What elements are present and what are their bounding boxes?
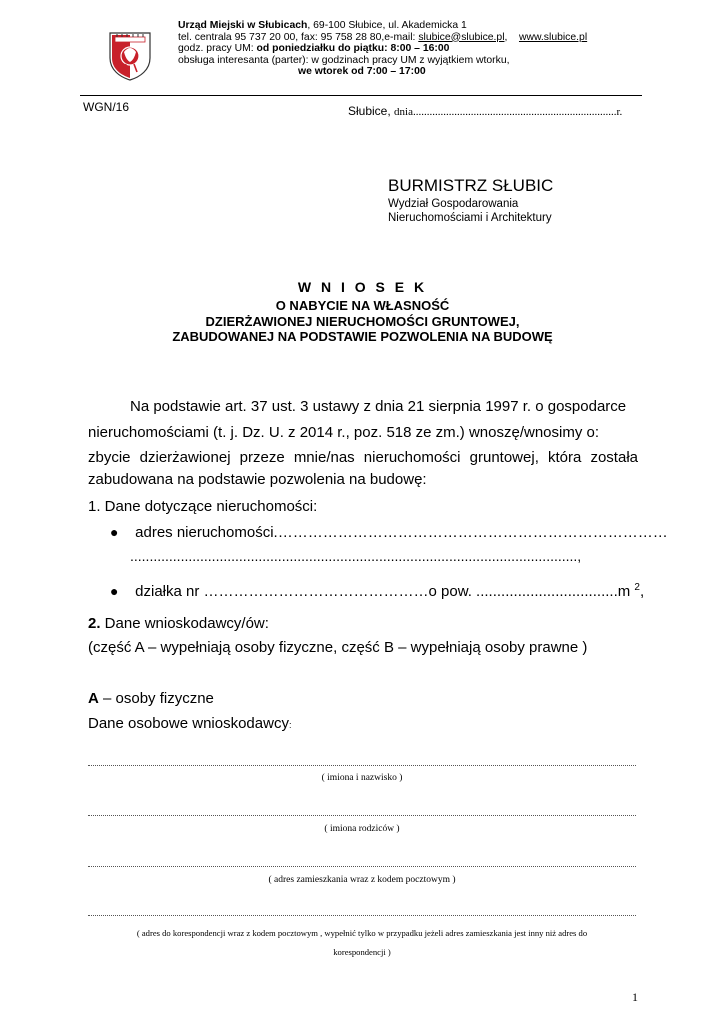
request-line-2: zabudowana na podstawie pozwolenia na budowę: bbox=[88, 471, 427, 488]
date-suffix: r. bbox=[616, 106, 623, 118]
area-unit-sup: 2 bbox=[634, 582, 640, 593]
parents-field[interactable] bbox=[88, 815, 636, 816]
place-date-field[interactable] bbox=[348, 104, 622, 118]
section-1-heading: 1. Dane dotyczące nieruchomości: bbox=[88, 498, 318, 515]
city-label: Słubice, bbox=[348, 104, 395, 118]
tuesday-hours: we wtorek od 7:00 – 17:00 bbox=[298, 66, 426, 77]
bullet-icon: ● bbox=[110, 524, 119, 540]
names-caption: ( imiona i nazwisko ) bbox=[321, 773, 403, 783]
correspondence-caption bbox=[88, 924, 636, 962]
plot-field[interactable] bbox=[110, 582, 644, 600]
subtitle-line-2: DZIERŻAWIONEJ NIERUCHOMOŚCI GRUNTOWEJ, bbox=[205, 313, 520, 329]
address-label: adres nieruchomości bbox=[135, 524, 274, 541]
office-address: , 69-100 Słubice, ul. Akademicka 1 bbox=[307, 20, 467, 31]
intro-line-1: Na podstawie art. 37 ust. 3 ustawy z dnia 21 sierpnia 1997 r. o gospodarce bbox=[130, 398, 627, 415]
addressee-title: BURMISTRZ SŁUBIC bbox=[388, 176, 554, 195]
residence-field[interactable] bbox=[88, 866, 636, 867]
subtitle-line-1: O NABYCIE NA WŁASNOŚĆ bbox=[275, 298, 450, 313]
header-divider bbox=[80, 95, 642, 96]
personal-data-colon: : bbox=[288, 720, 292, 730]
website-link[interactable]: www.slubice.pl bbox=[518, 31, 588, 43]
correspondence-caption-line-1: ( adres do korespondencji wraz z kodem pocztowym , wypełnić tylko w przypadku jeżeli adres zamieszkania jest inny niż adres do bbox=[136, 928, 588, 938]
parents-caption: ( imiona rodziców ) bbox=[324, 824, 400, 834]
plot-label: działka nr ………………………………………o pow. ..................................m bbox=[135, 583, 635, 600]
correspondence-caption-line-2: korespondencji ) bbox=[333, 947, 391, 957]
date-dots: .......................................................................... bbox=[412, 106, 617, 118]
plot-end: , bbox=[639, 583, 645, 600]
section-2-label: Dane wnioskodawcy/ów: bbox=[100, 615, 269, 632]
part-a-letter: A bbox=[88, 690, 99, 707]
dept-line-1: Wydział Gospodarowania bbox=[388, 198, 519, 210]
correspondence-field[interactable] bbox=[88, 915, 636, 916]
office-name: Urząd Miejski w Słubicach bbox=[178, 20, 308, 31]
personal-data-label: Dane osobowe wnioskodawcy bbox=[88, 715, 289, 732]
section-2-number: 2. bbox=[88, 615, 101, 632]
subtitle-line-3: ZABUDOWANEJ NA PODSTAWIE POZWOLENIA NA BUDOWĘ bbox=[172, 329, 553, 344]
hours-value: od poniedziałku do piątku: 8:00 – 16:00 bbox=[256, 43, 450, 54]
document-title: W N I O S E K bbox=[297, 279, 428, 295]
names-field[interactable] bbox=[88, 765, 636, 766]
section-2-heading bbox=[88, 615, 269, 632]
residence-caption: ( adres zamieszkania wraz z kodem pocztowym ) bbox=[268, 875, 456, 885]
page-number: 1 bbox=[632, 990, 638, 1004]
request-line-1: zbycie dzierżawionej przeze mnie/nas nieruchomości gruntowej, która została bbox=[88, 449, 638, 466]
addressee-department bbox=[388, 198, 552, 225]
hours-label: godz. pracy UM: bbox=[178, 43, 257, 54]
email-link[interactable]: slubice@slubice.pl, bbox=[418, 31, 508, 43]
document-code: WGN/16 bbox=[83, 100, 130, 114]
address-field[interactable] bbox=[110, 524, 668, 541]
personal-data-heading bbox=[88, 715, 291, 732]
service-hours: obsługa interesanta (parter): w godzinach pracy UM z wyjątkiem wtorku, bbox=[178, 54, 510, 66]
address-dots-line-2[interactable]: ..................................................................................................................., bbox=[130, 548, 582, 564]
section-2-note: (część A – wypełniają osoby fizyczne, część B – wypełniają osoby prawne ) bbox=[88, 639, 588, 656]
part-a-heading bbox=[88, 690, 214, 707]
dept-line-2: Nieruchomościami i Architektury bbox=[388, 211, 552, 224]
part-a-label: – osoby fizyczne bbox=[98, 690, 214, 707]
bullet-icon: ● bbox=[110, 583, 119, 599]
date-label: dnia bbox=[394, 106, 413, 118]
contact-line: tel. centrala 95 737 20 00, fax: 95 758 28 80,e-mail: bbox=[178, 31, 419, 43]
office-header bbox=[178, 20, 618, 78]
document-subtitle bbox=[0, 298, 725, 345]
coat-of-arms-icon bbox=[107, 30, 153, 82]
address-dots: .…………………………………………………………………… bbox=[273, 524, 668, 541]
intro-line-2: nieruchomościami (t. j. Dz. U. z 2014 r., poz. 518 ze zm.) wnoszę/wnosimy o: bbox=[88, 424, 600, 441]
